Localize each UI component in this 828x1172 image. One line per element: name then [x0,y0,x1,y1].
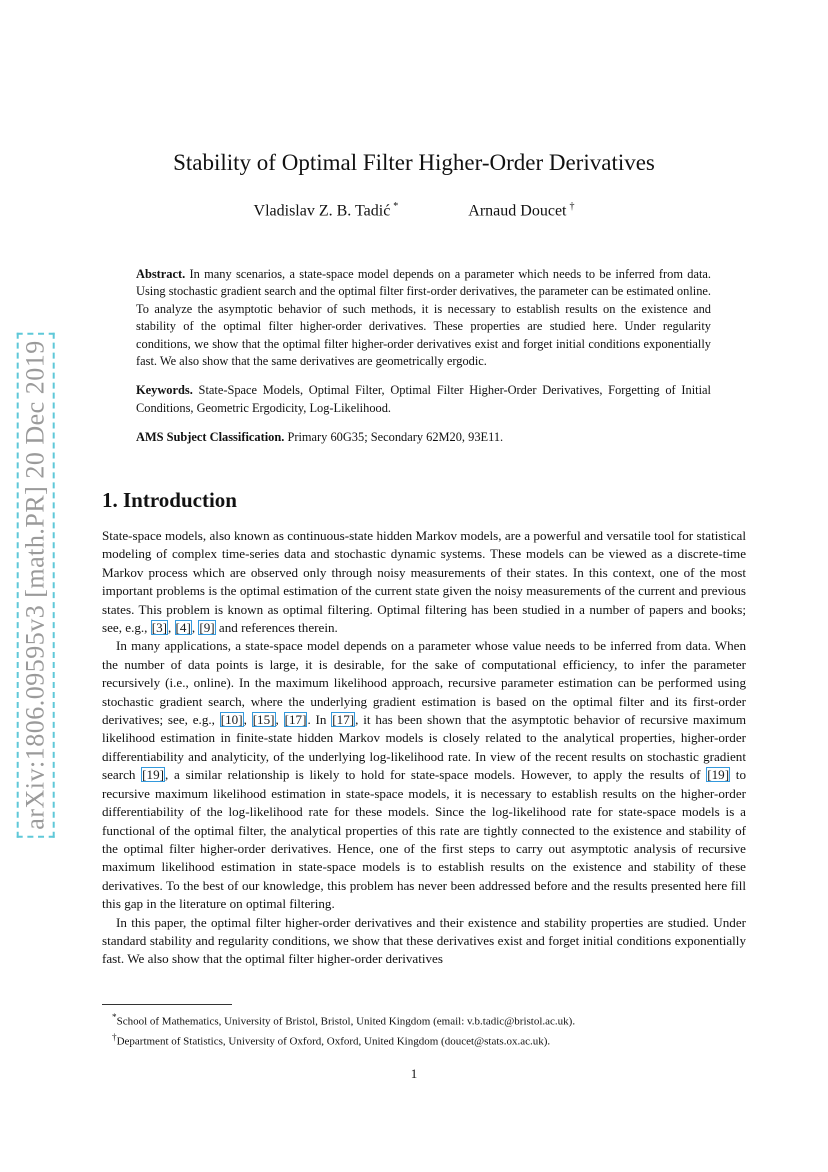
citation-link[interactable]: [3] [151,620,167,636]
paragraph-3: In this paper, the optimal filter higher-order derivatives and their existence and stability properties are studied. Under standard stability and regularity conditions, we show that these derivatives exist and forget initial conditions exponentially fast. We also show that the optimal filter higher-order derivatives [102,914,746,967]
footnote-2: †Department of Statistics, University of Oxford, Oxford, United Kingdom (doucet@stats.ox.ac.uk). [112,1031,551,1048]
author-2-footnote-mark[interactable]: † [569,201,575,212]
citation-link[interactable]: [10] [220,712,243,728]
citation-link[interactable]: [4] [175,620,191,636]
paper-title: Stability of Optimal Filter Higher-Order Derivatives [173,150,655,175]
footnote-rule [102,1004,232,1005]
footnotes [102,1010,746,1049]
abstract-section [136,266,711,459]
author-list [0,201,828,220]
body-text [102,527,746,969]
author-2: Arnaud Doucet † [468,201,575,220]
keywords-text: State-Space Models, Optimal Filter, Optimal Filter Higher-Order Derivatives, Forgetting of Initial Conditions, Geometric Ergodicity, Log-Likelihood. [136,383,711,415]
author-1-footnote-mark[interactable]: * [393,201,399,212]
citation-link[interactable]: [19] [707,767,730,783]
page-number: 1 [410,1066,418,1081]
paragraph-1: State-space models, also known as continuous-state hidden Markov models, are a powerful and versatile tool for statistical modeling of complex time-series data and stochastic dynamic systems. These models can be viewed as a discrete-time Markov process which are observed only through noisy measurements of their states. In this context, one of the most important problems is the optimal estimation of the current state given the noisy measurements of the current and previous states. This problem is known as optimal filtering. Optimal filtering has been studied in a number of papers and books; see, e.g., [3], [4], [9] and references therein. [102,528,746,636]
citation-link[interactable]: [19] [142,767,164,783]
abstract-label: Abstract. [136,267,186,281]
ams-text: Primary 60G35; Secondary 62M20, 93E11. [287,430,504,445]
citation-link[interactable]: [15] [252,712,275,728]
citation-link[interactable]: [17] [332,712,355,728]
section-heading: 1. Introduction [102,488,237,512]
citation-link[interactable]: [9] [199,620,215,636]
citation-link[interactable]: [17] [284,712,307,728]
arxiv-stamp-text: arXiv:1806.09595v3 [math.PR] 20 Dec 2019 [17,332,55,837]
ams-label: AMS Subject Classification. [136,430,285,445]
paragraph-2: In many applications, a state-space model depends on a parameter whose value needs to be inferred from data. When the number of data points is large, it is desirable, for the sake of computational efficiency, to infer the parameter recursively (i.e., online). In the maximum likelihood approach, recursive parameter estimation can be performed using stochastic gradient search, where the underlying gradient estimation is based on the optimal filter and its first-order derivatives; see, e.g., [10], [15], [17]. In [17], it has been shown that the asymptotic behavior of recursive maximum likelihood estimation in finite-state hidden Markov models is closely related to the analytical properties, higher-order differentiability and analyticity, of the underlying log-likelihood rate. In view of the recent results on stochastic gradient search [19], a similar relationship is likely to hold for state-space models. However, to apply the results of [19] to recursive maximum likelihood estimation in state-space models, it is necessary to establish results on the higher-order differentiability of the log-likelihood rate for these models. Since the log-likelihood rate for state-space models is a functional of the optimal filter, the analytical properties of this rate are tightly connected to the existence and stability of the optimal filter higher-order derivatives. Hence, one of the first steps to carry out asymptotic analysis of recursive maximum likelihood estimation in state-space models is to establish results on the existence and stability of these derivatives. To the best of our knowledge, this problem has never been addressed before and the results presented here fill this gap in the literature on optimal filtering. [102,638,747,912]
ams-classification [136,429,711,446]
author-1: Vladislav Z. B. Tadić * [253,201,399,220]
keywords [136,382,711,417]
abstract-text: In many scenarios, a state-space model depends on a parameter which needs to be inferred from data. Using stochastic gradient search and the optimal filter first-order derivatives, the parameter can be estimated online. To analyze the asymptotic behavior of such methods, it is necessary to establish results on the existence and stability of the optimal filter higher-order derivatives. These properties are studied here. Under regularity conditions, we show that the optimal filter higher-order derivatives exist and forget initial conditions exponentially fast. We also show that the same derivatives are geometrically ergodic. [136,267,711,369]
footnote-1: *School of Mathematics, University of Bristol, Bristol, United Kingdom (email: v.b.tadic@bristol.ac.uk). [112,1012,576,1028]
keywords-label: Keywords. [136,383,193,398]
arxiv-stamp [18,312,54,858]
abstract [136,266,711,370]
